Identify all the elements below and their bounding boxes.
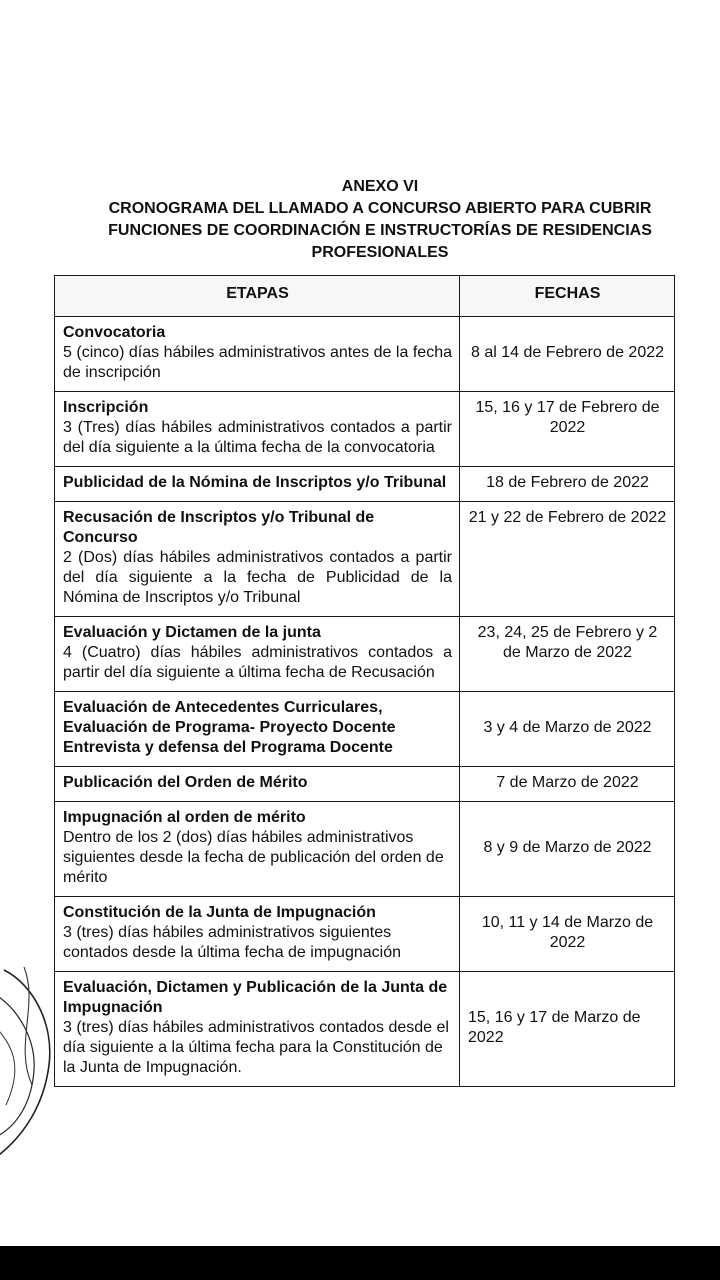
table-row — [55, 692, 675, 767]
date-cell: 8 y 9 de Marzo de 2022 — [460, 802, 675, 897]
date-cell: 10, 11 y 14 de Marzo de 2022 — [460, 897, 675, 972]
stage-description: 3 (Tres) días hábiles administrativos contados a partir del día siguiente a la última fecha de la convocatoria — [63, 419, 452, 456]
stage-cell — [55, 502, 460, 617]
date-cell: 3 y 4 de Marzo de 2022 — [460, 692, 675, 767]
stage-title: Impugnación al orden de mérito — [63, 809, 306, 826]
stage-cell — [55, 467, 460, 502]
stage-cell — [55, 317, 460, 392]
table-row — [55, 897, 675, 972]
stage-cell — [55, 692, 460, 767]
document-title-line-1: CRONOGRAMA DEL LLAMADO A CONCURSO ABIERTO PARA CUBRIR — [108, 200, 652, 217]
stage-description: 2 (Dos) días hábiles administrativos contados a partir del día siguiente a la fecha de Publicidad de la Nómina de Inscriptos y/o Tribunal — [63, 549, 452, 606]
date-cell: 23, 24, 25 de Febrero y 2 de Marzo de 2022 — [460, 617, 675, 692]
date-cell: 8 al 14 de Febrero de 2022 — [460, 317, 675, 392]
stage-cell — [55, 392, 460, 467]
table-header-row — [55, 276, 675, 317]
date-cell: 21 y 22 de Febrero de 2022 — [460, 502, 675, 617]
annex-title: ANEXO VI — [341, 178, 419, 195]
stage-description: 3 (tres) días hábiles administrativos siguientes contados desde la última fecha de impugnación — [63, 924, 401, 961]
stage-cell — [55, 972, 460, 1087]
stage-title: Evaluación y Dictamen de la junta — [63, 624, 321, 641]
stage-description: Dentro de los 2 (dos) días hábiles administrativos siguientes desde la fecha de publicación del orden de mérito — [63, 829, 444, 886]
table-row — [55, 392, 675, 467]
column-header-fechas: FECHAS — [460, 276, 675, 317]
official-stamp-icon — [0, 965, 56, 1165]
stage-description: 3 (tres) días hábiles administrativos contados desde el día siguiente a la última fecha para la Constitución de la Junta de Impugnación. — [63, 1019, 449, 1076]
schedule-table — [54, 275, 675, 1087]
bottom-bar — [0, 1246, 720, 1280]
document-title-line-3: PROFESIONALES — [311, 244, 449, 261]
table-row — [55, 502, 675, 617]
stage-title: Evaluación, Dictamen y Publicación de la Junta de Impugnación — [63, 979, 448, 1016]
table-row — [55, 317, 675, 392]
table-row — [55, 972, 675, 1087]
date-cell: 15, 16 y 17 de Febrero de 2022 — [460, 392, 675, 467]
date-cell: 15, 16 y 17 de Marzo de 2022 — [460, 972, 675, 1087]
stage-title: Publicación del Orden de Mérito — [63, 774, 308, 791]
stage-description: 5 (cinco) días hábiles administrativos antes de la fecha de inscripción — [63, 344, 452, 381]
table-row — [55, 467, 675, 502]
stage-title: Recusación de Inscriptos y/o Tribunal de Concurso — [63, 509, 375, 546]
date-cell: 7 de Marzo de 2022 — [460, 767, 675, 802]
stage-cell — [55, 802, 460, 897]
table-row — [55, 802, 675, 897]
column-header-etapas: ETAPAS — [55, 276, 460, 317]
stage-description: 4 (Cuatro) días hábiles administrativos contados a partir del día siguiente a última fecha de Recusación — [63, 644, 452, 681]
stage-title: Publicidad de la Nómina de Inscriptos y/o Tribunal — [63, 474, 447, 491]
document-header — [40, 176, 720, 264]
date-cell: 18 de Febrero de 2022 — [460, 467, 675, 502]
stage-title: Inscripción — [63, 399, 149, 416]
stage-cell — [55, 767, 460, 802]
stage-title: Constitución de la Junta de Impugnación — [63, 904, 376, 921]
stage-title: Evaluación de Antecedentes Curriculares, Evaluación de Programa- Proyecto Docente Entrevista y defensa del Programa Docente — [63, 699, 396, 756]
table-row — [55, 767, 675, 802]
table-row — [55, 617, 675, 692]
stage-title: Convocatoria — [63, 324, 166, 341]
document-title-line-2: FUNCIONES DE COORDINACIÓN E INSTRUCTORÍAS DE RESIDENCIAS — [108, 222, 652, 239]
stage-cell — [55, 617, 460, 692]
stage-cell — [55, 897, 460, 972]
